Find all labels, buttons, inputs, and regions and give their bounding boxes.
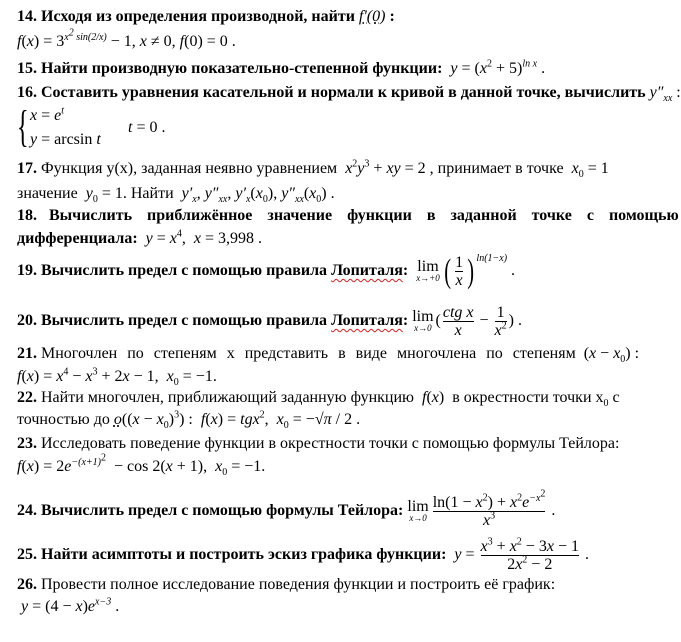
formula-21: $f(x) = x^4 - x^3 + 2x - 1$, $x_0 = -1$. [17,366,217,389]
problem-25: 25. Найти асимптоты и построить эскиз графика функции: y = $\frac{x^3 + x^2 - 3x - 1}{2x^2 - 2}$ . [17,536,589,573]
problem-18-b: дифференциала: $y = x^4$, x = 3,998 . [17,228,263,247]
problem-text: Исходя из определения производной, найти [41,8,355,25]
formula-16-y: y = arcsin t [30,131,101,148]
problem-23: 23. Исследовать поведение функции в окрестности точки с помощью формулы Тейлора: [17,435,620,452]
problem-17-b: значение $y_0 = 1$. Найти $y'_x$, $y''_{xx}$, $y'_x(x_0)$, $y''_{xx}(x_0)$ . [17,185,335,206]
problem-18: 18. Вычислить приближённое значение функции в заданной точке с помощью [17,207,679,224]
problem-20: 20. Вычислить предел с помощью правила Лопиталя: lim x→0 ( $\frac{\text{ctg x}}{x}$ − $\frac{1}{x^2}$ ) . [17,304,522,339]
problem-24: 24. Вычислить предел с помощью формулы Тейлора: lim x→0 $\frac{\ln(1 - x^2) + x^2e^{-x^2}}{x^3}$ . [17,488,556,529]
formula-23: $f(x) = 2e^{-(x+1)^2} - \cos 2(x + 1)$, $x_0 = -1$. [17,452,266,479]
formula-16-x: $x = e^t$ [30,105,65,124]
problem-15: 15. Найти производную показательно-степенной функции: $y = (x^2 + 5)^{ln x}$ . [17,58,546,77]
problem-21: 21. Многочлен по степеням x представить в виде многочлена по степеням $(x - x_0)$ : [17,345,640,366]
problem-22: 22. Найти многочлен, приближающий заданную функцию f(x) в окрестности точки $x_0$ с [17,389,620,410]
problem-17: 17. Функция y(x), заданная неявно уравнением $x^2y^3$ + xy = 2 , принимает в точке $x_0 = 1$ [17,158,609,181]
problem-target: f'(0) [358,8,386,25]
problem-16: 16. Составить уравнения касательной и нормали к кривой в данной точке, вычислить $y''_{xx}$ : [17,84,681,105]
formula-16-t: t = 0 . [128,119,166,136]
formula-14: $f(x) = 3^{x^2 sin(2/x)} - 1$, x ≠ 0, f(0) = 0 . [17,27,236,50]
system-brace: { [17,102,29,151]
problem-26: 26. Провести полное исследование поведения функции и построить её график: [17,576,556,593]
formula-26: $y = (4 - x)e^{x-3}$ . [21,596,120,615]
problem-14: 14. Исходя из определения производной, найти f'(0) : [17,8,395,25]
problem-19: 19. Вычислить предел с помощью правила Лопиталя: lim x→+0 ( $\frac{1}{x}$ ) $^{ln(1-x)}$ . [17,252,516,290]
problem-22-b: точностью до $o((x - x_0)^3)$ : f(x) = tgx$^2$, $x_0 = -√\pi / 2$ . [17,409,361,432]
problem-number: 14. [17,8,37,25]
